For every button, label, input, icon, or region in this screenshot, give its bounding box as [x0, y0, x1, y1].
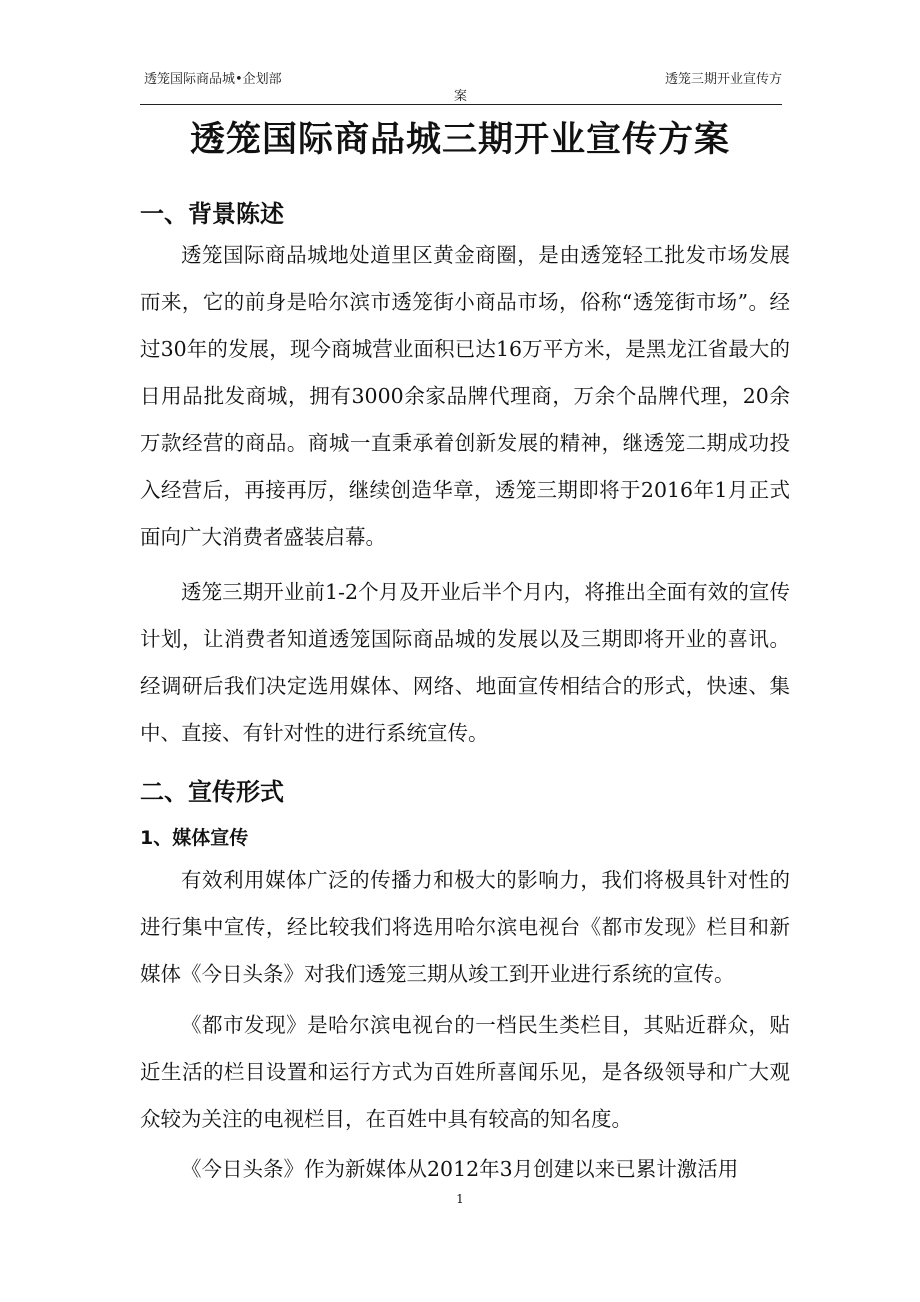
header-doc-name: 透笼三期开业宣传方	[664, 72, 782, 87]
sub-heading-media: 1、媒体宣传	[140, 827, 249, 849]
paragraph-media-3: 《今日头条》作为新媒体从2012年3月创建以来已累计激活用	[181, 1157, 739, 1181]
header-doc-name-wrap: 案	[454, 89, 468, 104]
header-department: 透笼国际商品城•企划部	[144, 72, 282, 87]
document-title: 透笼国际商品城三期开业宣传方案	[189, 119, 730, 160]
section-heading-forms: 二、宣传形式	[140, 778, 284, 806]
paragraph-background-1: 透笼国际商品城地处道里区黄金商圈，是由透笼轻工批发市场发展而来，它的前身是哈尔滨市透笼街小商品市场，俗称“透笼街市场”。经过30年的发展，现今商城营业面积已达16万平方米，是黑龙江省最大的日用品批发商城，拥有3000余家品牌代理商，万余个品牌代理，20余万款经营的商品。商城一直秉承着创新发展的精神，继透笼二期成功投入经营后，再接再厉，继续创造华章，透笼三期即将于2016年1月正式面向广大消费者盛装启幕。	[140, 243, 790, 549]
page-number: 1	[456, 1192, 464, 1206]
paragraph-media-1: 有效利用媒体广泛的传播力和极大的影响力，我们将极具针对性的进行集中宣传，经比较我们将选用哈尔滨电视台《都市发现》栏目和新媒体《今日头条》对我们透笼三期从竣工到开业进行系统的宣传。	[140, 868, 790, 986]
section-heading-background: 一、背景陈述	[140, 200, 284, 228]
paragraph-media-2: 《都市发现》是哈尔滨电视台的一档民生类栏目，其贴近群众，贴近生活的栏目设置和运行方式为百姓所喜闻乐见，是各级领导和广大观众较为关注的电视栏目，在百姓中具有较高的知名度。	[140, 1013, 790, 1131]
paragraph-background-2: 透笼三期开业前1-2个月及开业后半个月内，将推出全面有效的宣传计划，让消费者知道透笼国际商品城的发展以及三期即将开业的喜讯。经调研后我们决定选用媒体、网络、地面宣传相结合的形式，快速、集中、直接、有针对性的进行系统宣传。	[140, 580, 790, 745]
page-header	[140, 64, 782, 105]
